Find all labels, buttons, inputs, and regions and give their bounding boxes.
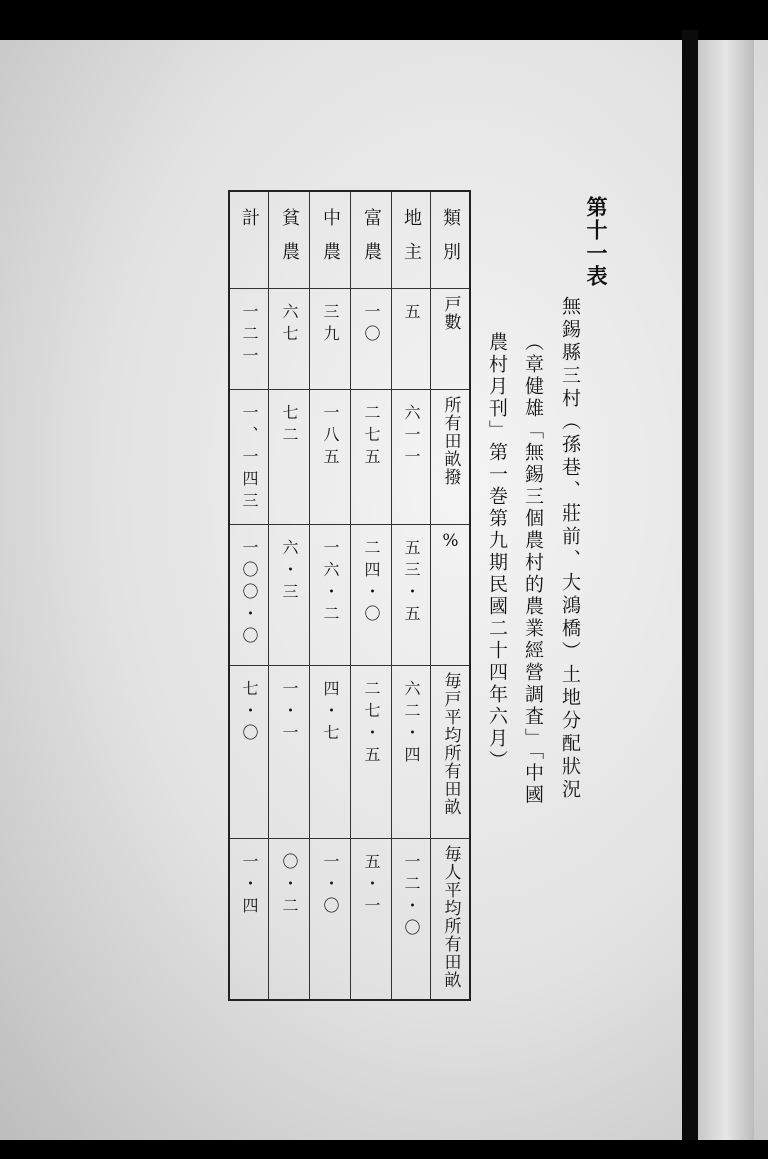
table-row-per-household xyxy=(229,666,470,839)
cell-middle-percent: 一六・二 xyxy=(310,525,351,666)
table-row-header xyxy=(229,191,470,289)
cell-poor-per-person: 〇・二 xyxy=(269,839,310,1001)
land-distribution-table xyxy=(228,190,471,1001)
cell-total-percent: 一〇〇・〇 xyxy=(229,525,269,666)
cell-total-households: 一二一 xyxy=(229,289,269,390)
table-row-households xyxy=(229,289,470,390)
table-subtitle: 無錫縣三村（孫巷、莊前、大鴻橋）土地分配狀況 xyxy=(559,296,581,802)
cell-landlord-percent: 五三・五 xyxy=(392,525,431,666)
bottom-bar xyxy=(0,1140,768,1159)
cell-total-per-household: 七・〇 xyxy=(229,666,269,839)
adjacent-page-strip xyxy=(698,40,754,1140)
cell-middle-per-household: 四・七 xyxy=(310,666,351,839)
cell-middle-households: 三九 xyxy=(310,289,351,390)
header-land-owned: 所有田畝撥 xyxy=(431,390,471,525)
header-category: 類別 xyxy=(431,191,471,289)
cell-landlord-per-household: 六二・四 xyxy=(392,666,431,839)
header-rich-peasant: 富農 xyxy=(351,191,392,289)
cell-middle-land: 一八五 xyxy=(310,390,351,525)
header-total: 計 xyxy=(229,191,269,289)
header-households: 戸數 xyxy=(431,289,471,390)
cell-poor-percent: 六・三 xyxy=(269,525,310,666)
table-title: 第十一表 xyxy=(584,196,609,288)
cell-rich-per-household: 二七・五 xyxy=(351,666,392,839)
cell-poor-land: 七二 xyxy=(269,390,310,525)
header-per-person: 毎人平均所有田畝 xyxy=(431,839,471,1001)
header-poor-peasant: 貧農 xyxy=(269,191,310,289)
page-edge xyxy=(682,30,698,1140)
cell-total-per-person: 一・四 xyxy=(229,839,269,1001)
header-percent: % xyxy=(431,525,471,666)
source-citation-line-2: 農村月刊」第一巻第九期民國二十四年六月） xyxy=(486,332,508,772)
header-middle-peasant: 中農 xyxy=(310,191,351,289)
cell-landlord-households: 五 xyxy=(392,289,431,390)
cell-total-land: 一、一四三 xyxy=(229,390,269,525)
cell-middle-per-person: 一・〇 xyxy=(310,839,351,1001)
cell-rich-per-person: 五・一 xyxy=(351,839,392,1001)
header-landlord: 地主 xyxy=(392,191,431,289)
cell-rich-land: 二七五 xyxy=(351,390,392,525)
table-row-percent xyxy=(229,525,470,666)
header-per-household: 毎戸平均所有田畝 xyxy=(431,666,471,839)
cell-poor-households: 六七 xyxy=(269,289,310,390)
cell-rich-households: 一〇 xyxy=(351,289,392,390)
cell-landlord-land: 六一一 xyxy=(392,390,431,525)
table-row-land-owned xyxy=(229,390,470,525)
source-citation-line-1: （章健雄「無錫三個農村的農業經營調査」「中國 xyxy=(522,332,544,807)
cell-rich-percent: 二四・〇 xyxy=(351,525,392,666)
cell-landlord-per-person: 一二・〇 xyxy=(392,839,431,1001)
cell-poor-per-household: 一・一 xyxy=(269,666,310,839)
table-row-per-person xyxy=(229,839,470,1001)
